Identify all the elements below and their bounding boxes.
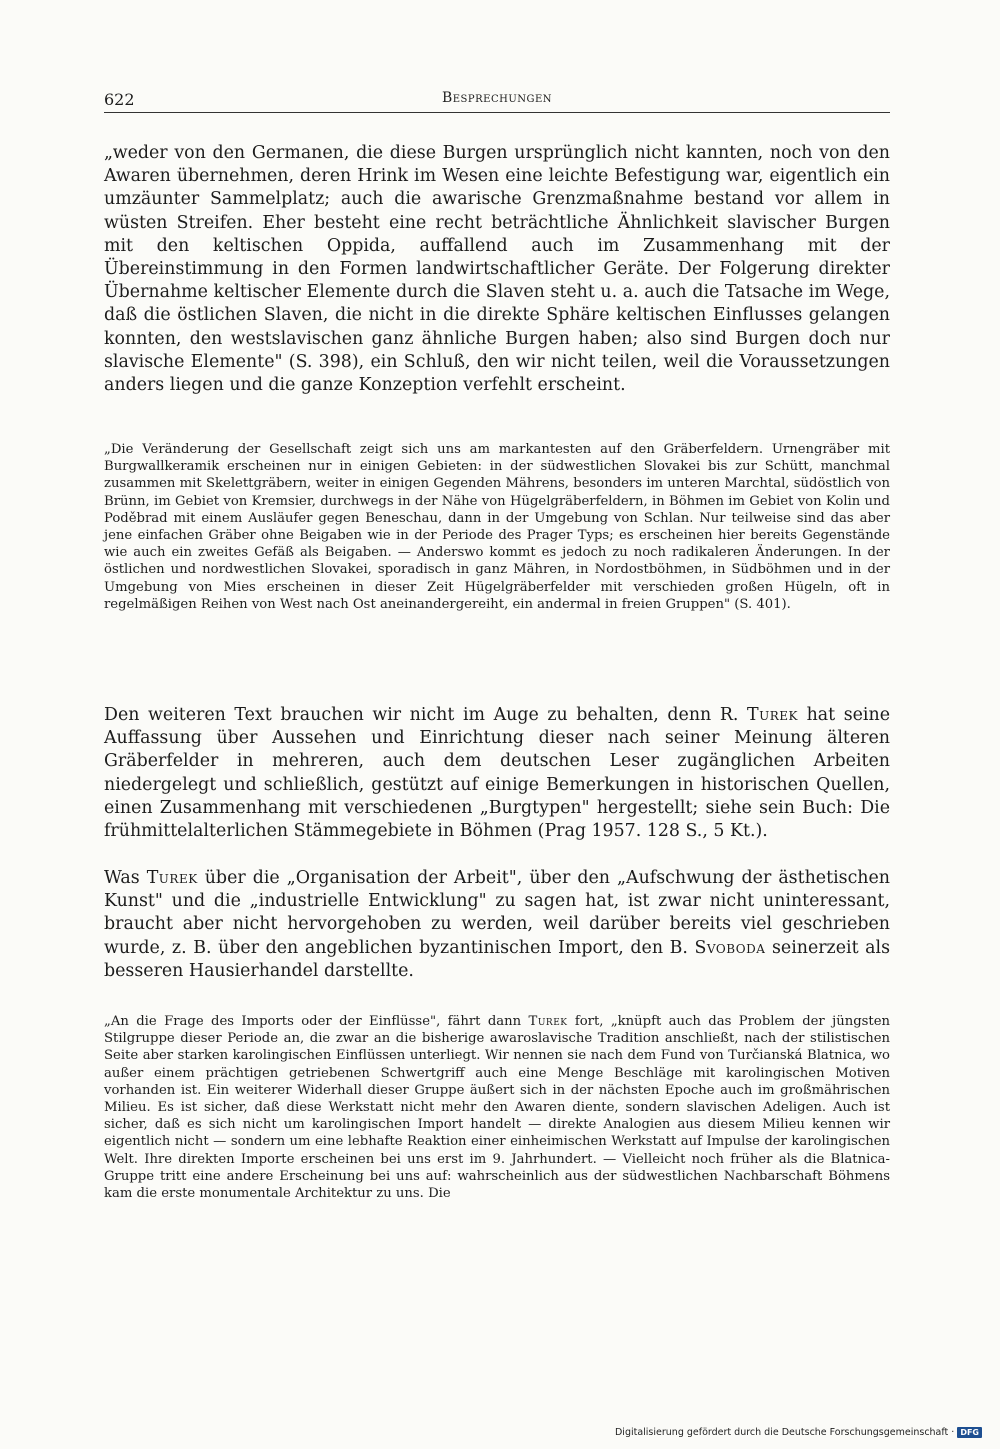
page-header (104, 88, 890, 113)
text-segment: hat seine Auffassung über Aussehen und Einrichtung dieser nach seiner Meinung älteren Gräberfelder in mehreren, auch dem deutschen Leser zugänglichen Arbeiten niedergelegt und schließlich, gestützt auf einige Bemerkungen in historischen Quellen, einen Zusammenhang mit verschiedenen „Burgtypen" hergestellt; siehe sein Buch: Die frühmittelalterlichen Stämmegebiete in Böhmen (Prag 1957. 128 S., 5 Kt.). (104, 705, 890, 842)
author-name: Turek (747, 705, 798, 725)
text-segment: fort, „knüpft auch das Problem der jüngsten Stilgruppe dieser Periode an, die zwar an die bisherige awaroslavische Tradition anschließt, nach der stilistischen Seite aber starken karolingischen Einflüssen unterliegt. Wir nennen sie nach dem Fund von Turčianská Blatnica, wo außer einem prächtigen getriebenen Schwertgriff auch eine Menge Beschläge mit karolingischen Motiven vorhanden ist. Ein weiterer Widerhall dieser Gruppe äußert sich in der nächsten Epoche auch im großmährischen Milieu. Es ist sicher, daß diese Werkstatt nicht mehr den Awaren diente, sondern slavischen Adeligen. Auch ist sicher, daß es sich nicht um karolingischen Import handelt — direkte Analogien aus diesem Milieu kennen wir eigentlich nicht — sondern um eine lebhafte Reaktion einer einheimischen Werkstatt auf Impulse der karolingischen Welt. Ihre direkten Importe erscheinen bei uns erst im 9. Jahrhundert. — Vielleicht noch früher als die Blatnica-Gruppe tritt eine andere Erscheinung bei uns auf: wahrscheinlich aus der südwestlichen Nachbarschaft Böhmens kam die erste monumentale Architektur zu uns. Die (104, 1014, 890, 1202)
quote-paragraph-2 (104, 1013, 890, 1202)
text-segment: über die „Organisation der Arbeit", über den „Aufschwung der ästhetischen Kunst" und die „industrielle Entwicklung" zu sagen hat, ist zwar nicht uninteressant, braucht aber nicht hervorgehoben zu werden, weil darüber bereits viel geschrieben wurde, z. B. über den angeblichen byzantinischen Import, den B. (104, 868, 890, 958)
text-segment: „An die Frage des Imports oder der Einflüsse", fährt dann (104, 1014, 529, 1029)
running-title: Besprechungen (441, 90, 553, 106)
author-name: Turek (146, 868, 198, 888)
text-segment: Was (104, 868, 147, 888)
quote-paragraph-1: „Die Veränderung der Gesellschaft zeigt sich uns am markantesten auf den Gräberfeldern. Urnengräber mit Burgwallkeramik erscheinen nur in einigen Gebieten: in der südwestlichen Slovakei bis zur Schütt, manchmal zusammen mit Skelettgräbern, weiter in einigen Gegenden Mährens, besonders im unteren Marchtal, südöstlich von Brünn, im Gebiet von Kremsier, durchwegs in der Nähe von Hügelgräberfeldern, in Böhmen im Gebiet von Kolin und Poděbrad mit einem Ausläufer gegen Beneschau, dann in der Umgebung von Schlan. Nur teilweise sind das aber jene einfachen Gräber ohne Beigaben wie in der Periode des Prager Typs; es erscheinen hier bereits Gegenstände wie auch ein zweites Gefäß als Beigaben. — Anderswo kommt es jedoch zu noch radikaleren Änderungen. In der östlichen und nordwestlichen Slovakei, sporadisch in ganz Mähren, in Nordostböhmen, in Südböhmen und in der Umgebung von Mies erscheinen in dieser Zeit Hügelgräberfelder mit verschieden großen Hügeln, oft in regelmäßigen Reihen von West nach Ost aneinandergereiht, ein andermal in freien Gruppen" (S. 401). (104, 442, 890, 612)
text-segment: seinerzeit als besseren Hausierhandel darstellte. (104, 937, 890, 981)
body-paragraph-2 (104, 704, 890, 843)
body-paragraph-1: „weder von den Germanen, die diese Burgen ursprünglich nicht kannten, noch von den Awaren übernehmen, deren Hrink im Wesen eine leichte Befestigung war, eigentlich ein umzäunter Sammelplatz; auch die awarische Grenzmaßnahme bestand vor allem in wüsten Streifen. Eher besteht eine recht beträchtliche Ähnlichkeit slavischer Burgen mit den keltischen Oppida, auffallend auch im Zusammenhang mit der Übereinstimmung in den Formen landwirtschaftlicher Geräte. Der Folgerung direkter Übernahme keltischer Elemente durch die Slaven steht u. a. auch die Tatsache im Wege, daß die östlichen Slaven, die nicht in die direkte Sphäre keltischen Einflusses gelangen konnten, den westslavischen ganz ähnliche Burgen haben; also sind Burgen doch nur slavische Elemente" (S. 398), ein Schluß, den wir nicht teilen, weil die Voraussetzungen anders liegen und die ganze Konzeption verfehlt erscheint. (104, 143, 890, 396)
author-name: Turek (528, 1014, 568, 1029)
dfg-logo: DFG (957, 1427, 982, 1438)
digitization-footer (615, 1427, 982, 1438)
page-number: 622 (104, 90, 135, 109)
text-segment: Den weiteren Text brauchen wir nicht im Auge zu behalten, denn R. (104, 705, 748, 725)
author-name: Svoboda (694, 937, 766, 958)
body-paragraph-3 (104, 867, 890, 983)
footer-text: Digitalisierung gefördert durch die Deutsche Forschungsgemeinschaft · (614, 1427, 955, 1438)
